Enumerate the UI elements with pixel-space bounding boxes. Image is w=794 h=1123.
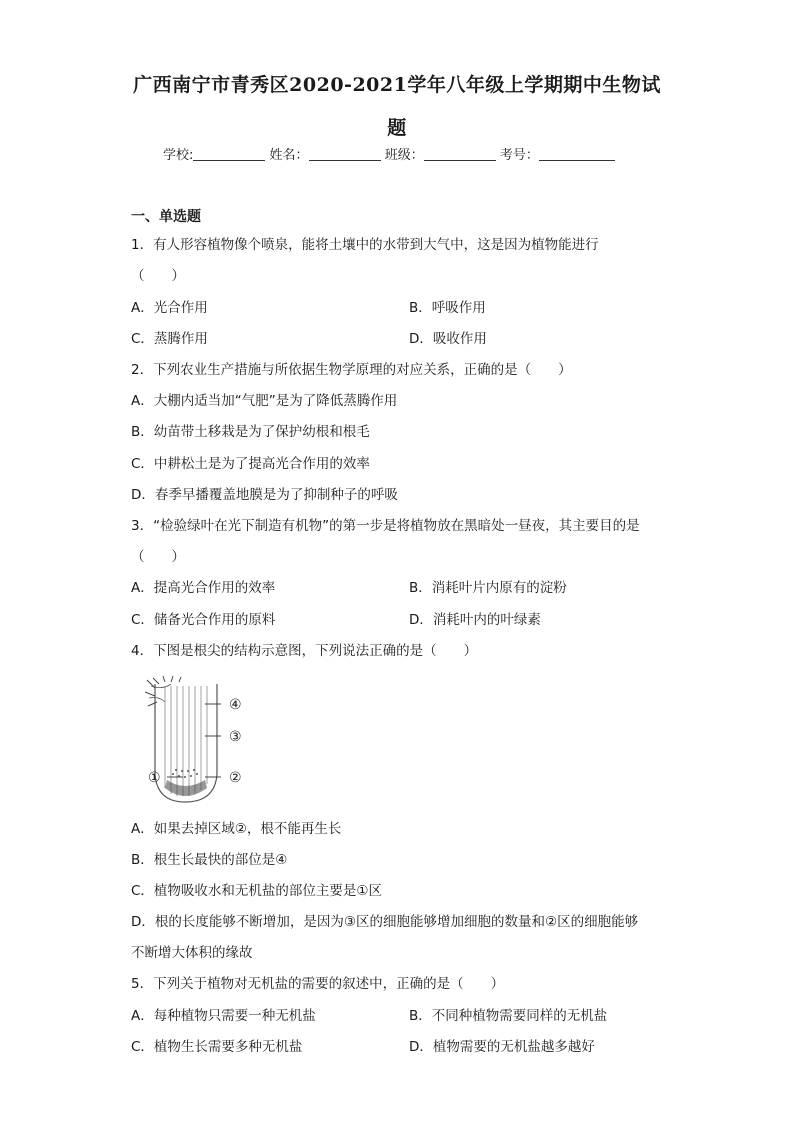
- root-hairs: [145, 676, 181, 706]
- q4-option-d: D．根的长度能够不断增加，是因为③区的细胞能够增加细胞的数量和②区的细胞能够: [131, 914, 639, 930]
- question-3-stem-cont: （ ）: [131, 549, 185, 565]
- q4-option-b: B．根生长最快的部位是④: [131, 852, 288, 868]
- question-3-stem: 3．“检验绿叶在光下制造有机物”的第一步是将植物放在黑暗处一昼夜，其主要目的是: [131, 518, 640, 534]
- exam-no-blank[interactable]: [539, 146, 615, 161]
- question-4-stem: 4．下图是根尖的结构示意图，下列说法正确的是（ ）: [131, 643, 478, 659]
- q4-option-c: C．植物吸收水和无机盐的部位主要是①区: [131, 883, 383, 899]
- q3-option-b: B．消耗叶片内原有的淀粉: [409, 580, 567, 596]
- class-label: 班级：: [384, 148, 424, 163]
- q4-option-d-cont: 不断增大体积的缘故: [131, 945, 253, 961]
- q3-option-c: C．储备光合作用的原料: [131, 612, 276, 628]
- q5-option-d: D．植物需要的无机盐越多越好: [409, 1039, 595, 1055]
- school-label: 学校:: [163, 148, 194, 163]
- question-2-stem: 2．下列农业生产措施与所依据生物学原理的对应关系，正确的是（ ）: [131, 362, 572, 378]
- label-3: ③: [229, 729, 242, 745]
- label-2: ②: [229, 770, 242, 786]
- q2-option-d: D．春季早播覆盖地膜是为了抑制种子的呼吸: [131, 487, 398, 503]
- q4-option-a: A．如果去掉区域②，根不能再生长: [131, 821, 342, 837]
- q1-option-b: B．呼吸作用: [409, 300, 486, 316]
- q5-option-c: C．植物生长需要多种无机盐: [131, 1039, 303, 1055]
- q5-option-b: B．不同种植物需要同样的无机盐: [409, 1008, 608, 1024]
- question-1-stem: 1．有人形容植物像个喷泉，能将土壤中的水带到大气中，这是因为植物能进行: [131, 237, 599, 253]
- root-tip-diagram: [145, 676, 255, 806]
- label-1: ①: [148, 770, 161, 786]
- q1-option-a: A．光合作用: [131, 300, 208, 316]
- q2-option-b: B．幼苗带土移栽是为了保护幼根和根毛: [131, 424, 370, 440]
- question-1-stem-cont: （ ）: [131, 268, 185, 284]
- q1-option-d: D．吸收作用: [409, 331, 487, 347]
- root-hair-curves: [149, 684, 171, 702]
- q3-option-a: A．提高光合作用的效率: [131, 580, 276, 596]
- student-info-line: [163, 144, 615, 163]
- exam-no-label: 考号：: [499, 148, 539, 163]
- name-blank[interactable]: [309, 146, 381, 161]
- q1-option-c: C．蒸腾作用: [131, 331, 208, 347]
- class-blank[interactable]: [424, 146, 496, 161]
- section-heading: 一、单选题: [131, 209, 201, 225]
- leader-lines: [167, 704, 221, 777]
- document-title-line1: 广西南宁市青秀区2020-2021学年八年级上学期期中生物试: [133, 74, 661, 96]
- school-blank[interactable]: [193, 146, 265, 161]
- q2-option-a: A．大棚内适当加“气肥”是为了降低蒸腾作用: [131, 393, 398, 409]
- q3-option-d: D．消耗叶内的叶绿素: [409, 612, 541, 628]
- cell-lines: [165, 686, 207, 796]
- question-5-stem: 5．下列关于植物对无机盐的需要的叙述中，正确的是（ ）: [131, 976, 505, 992]
- q2-option-c: C．中耕松土是为了提高光合作用的效率: [131, 456, 370, 472]
- document-title-line2: 题: [387, 117, 407, 139]
- label-4: ④: [229, 697, 242, 713]
- q5-option-a: A．每种植物只需要一种无机盐: [131, 1008, 316, 1024]
- name-label: 姓名：: [269, 148, 309, 163]
